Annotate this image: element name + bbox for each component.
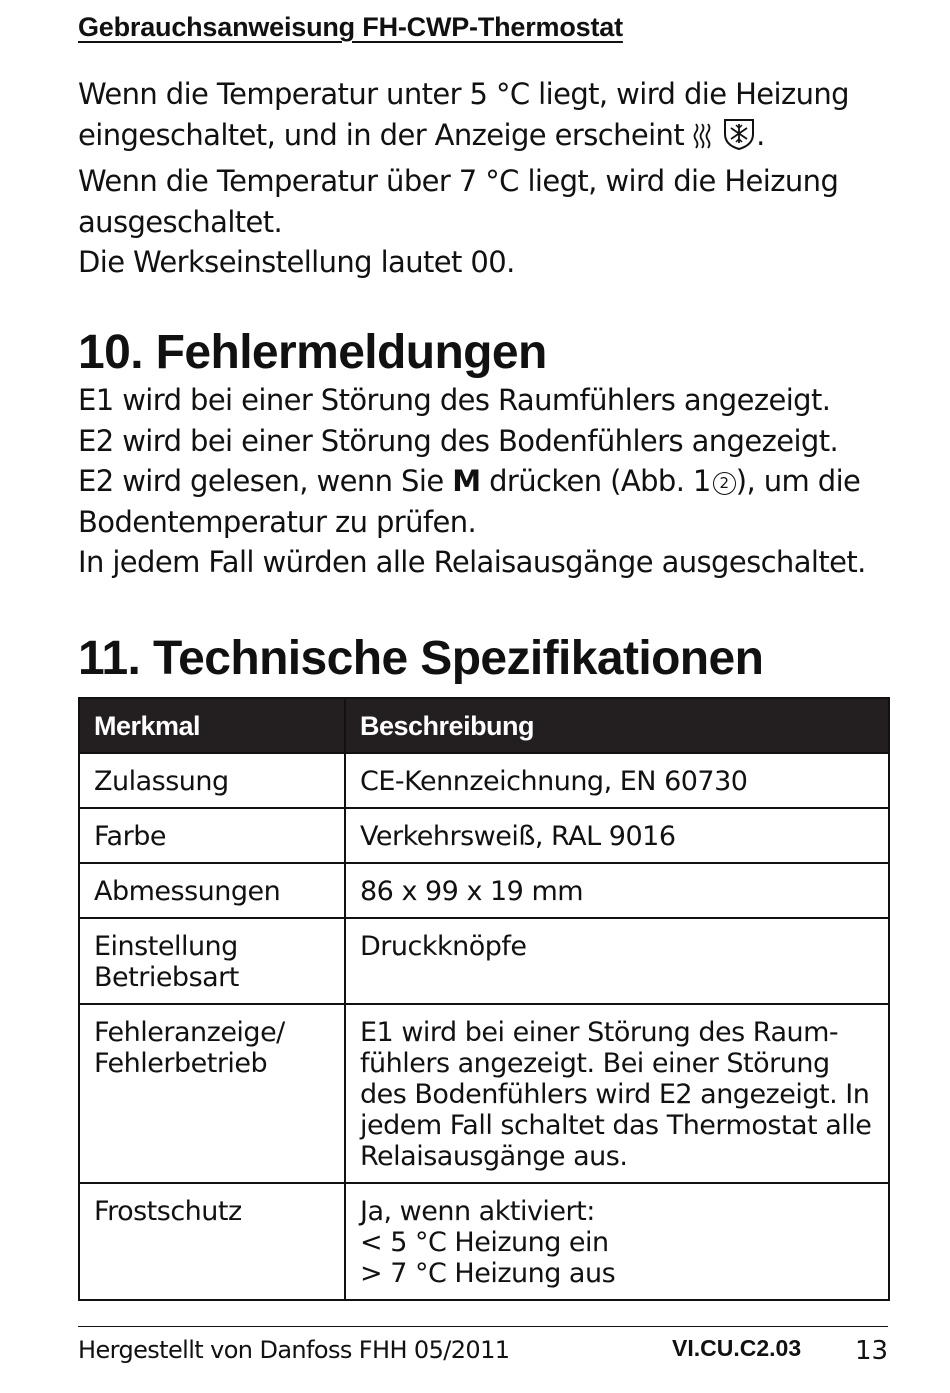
table-row xyxy=(79,1183,889,1300)
col-header-description: Beschreibung xyxy=(345,698,889,753)
intro-paragraph-1: Wenn die Temperatur unter 5 °C liegt, wird die Heizung eingeschaltet, und in der Anzeige erscheint . xyxy=(78,74,908,161)
intro-paragraph-3: Die Werkseinstellung lautet 00. xyxy=(78,245,515,279)
spec-table-header xyxy=(79,698,889,753)
description-cell xyxy=(345,753,889,808)
footer-divider xyxy=(78,1326,888,1327)
description-line: des Bodenfühlers wird E2 angezeigt. In xyxy=(360,1079,870,1110)
error-line-4: In jedem Fall würden alle Relaisausgänge ausgeschaltet. xyxy=(78,545,866,579)
feature-line: Abmessungen xyxy=(94,876,281,907)
table-row xyxy=(79,918,889,1004)
frost-protection-text xyxy=(78,74,908,283)
description-line: Druckknöpfe xyxy=(360,931,527,962)
feature-line: Frostschutz xyxy=(94,1196,242,1227)
feature-cell xyxy=(79,808,345,863)
footer-document-code: VI.CU.C2.03 xyxy=(672,1335,802,1361)
section-10-heading: 10. Fehlermeldungen xyxy=(78,326,547,379)
table-row xyxy=(79,863,889,918)
heating-waves-icon xyxy=(692,121,714,162)
table-row xyxy=(79,1004,889,1183)
m-key-label: M xyxy=(452,464,481,498)
description-line: jedem Fall schaltet das Thermostat alle xyxy=(360,1110,872,1141)
description-line: Relaisausgänge aus. xyxy=(360,1141,628,1172)
col-header-feature: Merkmal xyxy=(79,698,345,753)
error-messages-text xyxy=(78,380,918,583)
feature-line: Betriebsart xyxy=(94,962,239,993)
description-line: fühlers angezeigt. Bei einer Störung xyxy=(360,1048,830,1079)
feature-cell xyxy=(79,863,345,918)
frost-protection-shield-icon xyxy=(722,117,756,162)
description-cell xyxy=(345,918,889,1004)
description-line: CE-Kennzeichnung, EN 60730 xyxy=(360,766,748,797)
feature-cell xyxy=(79,1183,345,1300)
intro-paragraph-2: Wenn die Temperatur über 7 °C liegt, wird die Heizung ausgeschaltet. xyxy=(78,164,839,239)
description-line: < 5 °C Heizung ein xyxy=(360,1227,609,1258)
feature-cell xyxy=(79,918,345,1004)
description-cell xyxy=(345,808,889,863)
spec-table xyxy=(78,697,890,1301)
footer-manufacturer: Hergestellt von Danfoss FHH 05/2011 xyxy=(78,1336,510,1364)
feature-cell xyxy=(79,753,345,808)
description-line: 86 x 99 x 19 mm xyxy=(360,876,584,907)
description-line: > 7 °C Heizung aus xyxy=(360,1258,616,1289)
error-line-2: E2 wird bei einer Störung des Bodenfühlers angezeigt. xyxy=(78,423,839,458)
page-number: 13 xyxy=(855,1336,889,1366)
description-line: E1 wird bei einer Störung des Raum- xyxy=(360,1017,839,1048)
description-line: Ja, wenn aktiviert: xyxy=(360,1196,595,1227)
circled-number-2: 2 xyxy=(713,472,736,495)
section-11-heading: 11. Technische Spezifikationen xyxy=(78,632,764,685)
feature-line: Fehleranzeige/ xyxy=(94,1017,285,1048)
table-row xyxy=(79,753,889,808)
error-line-1: E1 wird bei einer Störung des Raumfühlers angezeigt. xyxy=(78,383,831,417)
feature-line: Fehlerbetrieb xyxy=(94,1048,268,1079)
description-cell xyxy=(345,1183,889,1300)
feature-line: Einstellung xyxy=(94,931,238,962)
document-header: Gebrauchsanweisung FH-CWP-Thermostat xyxy=(78,12,623,42)
feature-cell xyxy=(79,1004,345,1183)
table-row xyxy=(79,808,889,863)
description-line: Verkehrsweiß, RAL 9016 xyxy=(360,821,676,852)
error-line-3: E2 wird gelesen, wenn Sie M drücken (Abb. 1 2 ), um die Bodentemperatur zu prüfen. xyxy=(78,464,861,539)
feature-line: Farbe xyxy=(94,821,166,852)
description-cell xyxy=(345,863,889,918)
description-cell xyxy=(345,1004,889,1183)
feature-line: Zulassung xyxy=(94,766,229,797)
